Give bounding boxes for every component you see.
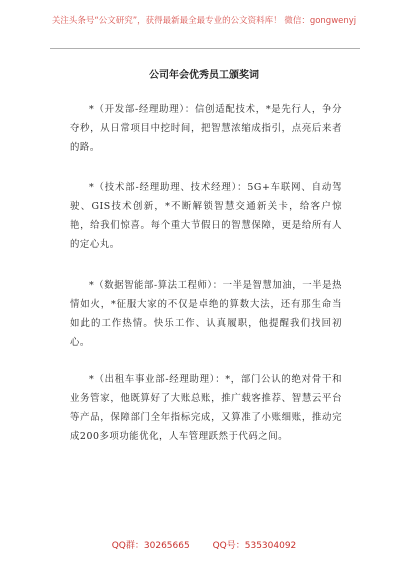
footer-qq-group: QQ群：30265665 (111, 541, 190, 551)
document-title: 公司年会优秀员工颁奖词 (149, 70, 259, 81)
paragraph-2: *（技术部-经理助理、技术经理）：5G+车联网、自动驾驶、GIS技术创新，*不断解锁智慧交通新关卡，给客户惊艳，给我们惊喜。每个重大节假日的智慧保障，更是给所有人的定心丸。 (70, 182, 342, 250)
footer-qq: QQ号：535304092 (212, 541, 297, 551)
footer (0, 538, 408, 551)
paragraph-4: *（出租车事业部-经理助理）：*，部门公认的绝对骨干和业务管家，他既算好了大账总账，推广载客推荐、智慧云平台等产品，保障部门全年指标完成，又算准了小账细账，推动完成200多项功能优化，人车管理跃然于代码之间。 (70, 374, 342, 442)
paragraph-3: *（数据智能部-算法工程师）：一半是智慧加油，一半是热情如火，*征服大家的不仅是卓绝的算数大法，还有那生命当如此的工作热情。快乐工作、认真履职，他提醒我们找回初心。 (70, 280, 342, 348)
header-divider (50, 48, 360, 49)
paragraph-1: *（开发部-经理助理）：信创适配技术，*是先行人，争分夺秒，从日常项目中挖时间，把智慧浓缩成指引，点亮后来者的路。 (70, 104, 342, 153)
header-banner: 关注头条号“公文研究”，获得最新最全最专业的公文资料库！ 微信：gongwenyj (51, 16, 357, 26)
